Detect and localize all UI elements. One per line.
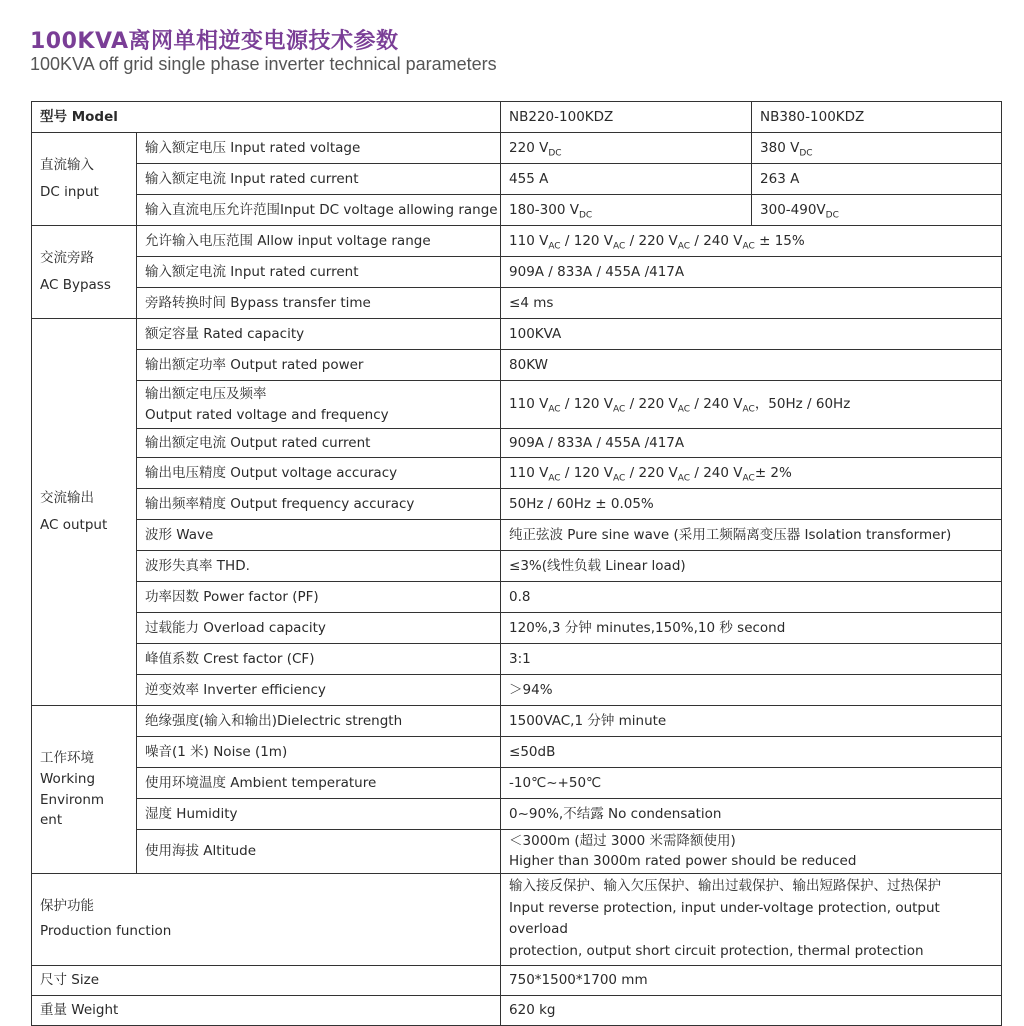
table-row: [32, 706, 1002, 737]
group-label-cn: 直流输入: [40, 157, 94, 174]
group-label-cn: 工作环境: [40, 749, 94, 766]
param-label: 输入额定电压 Input rated voltage: [137, 133, 501, 164]
table-row: [32, 830, 1002, 874]
weight-value: 620 kg: [501, 995, 1002, 1025]
table-row: [32, 429, 1002, 458]
param-label: 逆变效率 Inverter efficiency: [137, 675, 501, 706]
size-label: 尺寸 Size: [32, 965, 501, 995]
table-row: [32, 102, 1002, 133]
value: 0.8: [501, 582, 1002, 613]
table-row: [32, 768, 1002, 799]
param-label: 使用环境温度 Ambient temperature: [137, 768, 501, 799]
value: 110 $V_{AC} / 120$ $V_{AC} / 220$ $V_{AC} / 240$ $V_{AC}$，50Hz / 60Hz: [501, 381, 1002, 429]
value-a: 180-300 $V_{DC}$: [501, 195, 752, 226]
param-label: 允许输入电压范围 Allow input voltage range: [137, 226, 501, 257]
model-a: NB220-100KDZ: [501, 102, 752, 133]
param-label: 噪音(1 米) Noise (1m): [137, 737, 501, 768]
table-row: [32, 965, 1002, 995]
param-label: 额定容量 Rated capacity: [137, 319, 501, 350]
value: ≤50dB: [501, 737, 1002, 768]
model-b: NB380-100KDZ: [752, 102, 1002, 133]
model-label: 型号 Model: [32, 102, 501, 133]
value: ＞94%: [501, 675, 1002, 706]
table-row: [32, 257, 1002, 288]
value-a: 220 $V_{DC}$: [501, 133, 752, 164]
page-subtitle: 100KVA off grid single phase inverter technical parameters: [30, 54, 497, 74]
table-row: [32, 226, 1002, 257]
protection-value: 输入接反保护、输入欠压保护、输出过载保护、输出短路保护、过热保护 Input reverse protection, input under-voltage protection, output overload protection, output short circuit protection, thermal protection: [501, 874, 1002, 965]
table-row: [32, 582, 1002, 613]
table-row: [32, 737, 1002, 768]
param-label: 输出电压精度 Output voltage accuracy: [137, 458, 501, 489]
table-row: [32, 675, 1002, 706]
group-label-en: DC input: [40, 184, 99, 200]
value: 50Hz / 60Hz ± 0.05%: [501, 489, 1002, 520]
group-label-en: AC output: [40, 517, 108, 533]
param-label: 输出额定电压及频率 Output rated voltage and frequency: [137, 381, 501, 429]
table-row: [32, 288, 1002, 319]
param-label: 湿度 Humidity: [137, 799, 501, 830]
group-working-environment: [32, 706, 137, 874]
value: 1500VAC,1 分钟 minute: [501, 706, 1002, 737]
value: ≤4 ms: [501, 288, 1002, 319]
value: ＜3000m (超过 3000 米需降额使用) Higher than 3000m rated power should be reduced: [501, 830, 1002, 874]
table-row: [32, 195, 1002, 226]
group-ac-output: [32, 319, 137, 706]
param-label: 输入直流电压允许范围Input DC voltage allowing range: [137, 195, 501, 226]
param-label: 输入额定电流 Input rated current: [137, 164, 501, 195]
group-label-en: ent: [40, 812, 63, 829]
table-row: [32, 613, 1002, 644]
value: 909A / 833A / 455A /417A: [501, 257, 1002, 288]
value: 纯正弦波 Pure sine wave (采用工频隔离变压器 Isolation transformer): [501, 520, 1002, 551]
table-row: [32, 520, 1002, 551]
value: 0~90%,不结露 No condensation: [501, 799, 1002, 830]
spec-table: [31, 101, 1002, 1026]
param-label: 输入额定电流 Input rated current: [137, 257, 501, 288]
param-label: 绝缘强度(输入和输出)Dielectric strength: [137, 706, 501, 737]
size-value: 750*1500*1700 mm: [501, 965, 1002, 995]
table-row: [32, 874, 1002, 965]
table-row: [32, 489, 1002, 520]
group-ac-bypass: [32, 226, 137, 319]
group-label-en: AC Bypass: [40, 277, 111, 293]
param-label: 输出额定功率 Output rated power: [137, 350, 501, 381]
table-row: [32, 458, 1002, 489]
value: 110 $V_{AC} / 120$ $V_{AC} / 220$ $V_{AC} / 240$ $V_{AC}\pm 2\%$: [501, 458, 1002, 489]
table-row: [32, 319, 1002, 350]
value-b: $300-490V_{DC}$: [752, 195, 1002, 226]
param-label: 输出频率精度 Output frequency accuracy: [137, 489, 501, 520]
table-row: [32, 644, 1002, 675]
param-label: 波形 Wave: [137, 520, 501, 551]
table-row: [32, 799, 1002, 830]
value: 909A / 833A / 455A /417A: [501, 429, 1002, 458]
param-label: 使用海拔 Altitude: [137, 830, 501, 874]
value-b: 263 A: [752, 164, 1002, 195]
value: -10℃~+50℃: [501, 768, 1002, 799]
group-dc-input: [32, 133, 137, 226]
param-label: 峰值系数 Crest factor (CF): [137, 644, 501, 675]
value: 80KW: [501, 350, 1002, 381]
param-label: 旁路转换时间 Bypass transfer time: [137, 288, 501, 319]
group-label-en: Environm: [40, 791, 105, 808]
value: 3:1: [501, 644, 1002, 675]
value-b: 380 $V_{DC}$: [752, 133, 1002, 164]
param-label: 输出额定电流 Output rated current: [137, 429, 501, 458]
table-row: [32, 164, 1002, 195]
group-label-cn: 交流输出: [40, 490, 94, 507]
param-label: 波形失真率 THD.: [137, 551, 501, 582]
table-row: [32, 995, 1002, 1025]
table-row: [32, 381, 1002, 429]
table-row: [32, 551, 1002, 582]
value: 100KVA: [501, 319, 1002, 350]
page-title: 100KVA离网单相逆变电源技术参数: [30, 29, 399, 54]
param-label: 过载能力 Overload capacity: [137, 613, 501, 644]
value: 120%,3 分钟 minutes,150%,10 秒 second: [501, 613, 1002, 644]
value: 110 $V_{AC} / 120$ $V_{AC} / 220$ $V_{AC} / 240$ $V_{AC} \pm 15\%$: [501, 226, 1002, 257]
value: ≤3%(线性负载 Linear load): [501, 551, 1002, 582]
table-row: [32, 133, 1002, 164]
group-label-en: Working: [40, 770, 96, 787]
param-label: 功率因数 Power factor (PF): [137, 582, 501, 613]
weight-label: 重量 Weight: [32, 995, 501, 1025]
protection-label: 保护功能 Production function: [32, 874, 501, 965]
value-a: 455 A: [501, 164, 752, 195]
table-row: [32, 350, 1002, 381]
group-label-cn: 交流旁路: [40, 250, 94, 267]
